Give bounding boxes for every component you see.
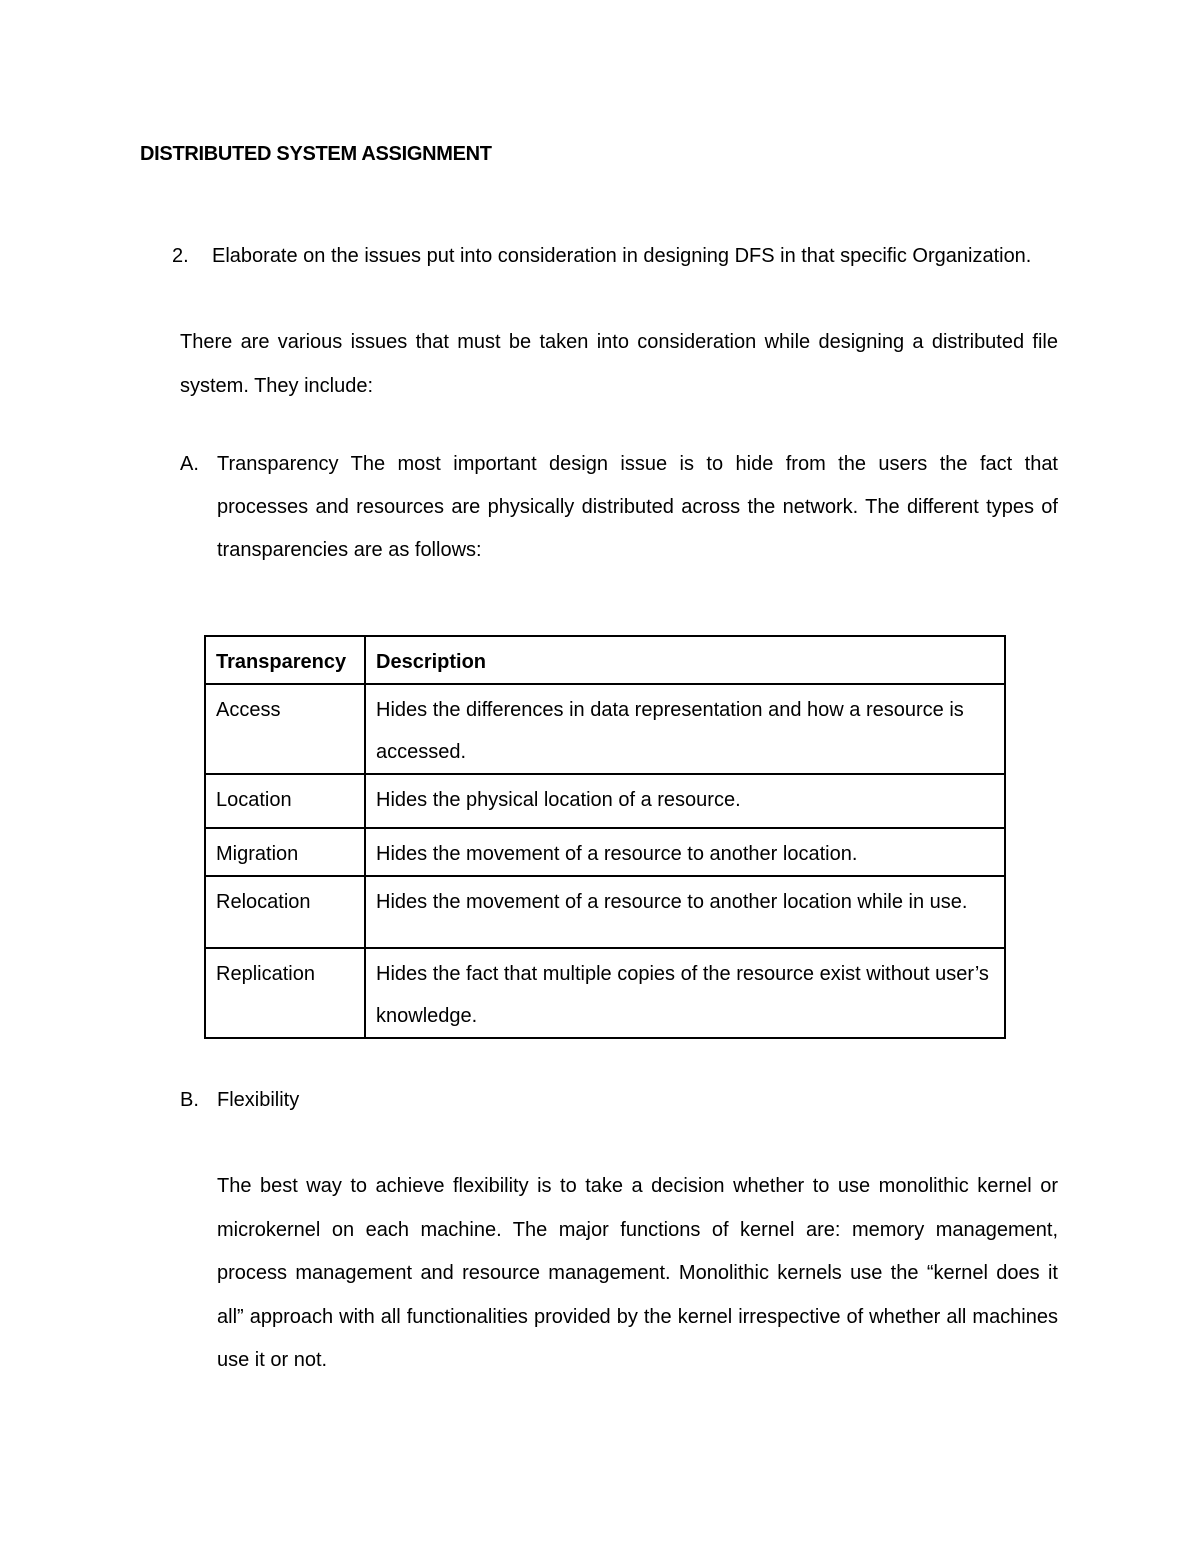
table-cell-name: Access: [205, 684, 365, 774]
table-cell-name: Replication: [205, 948, 365, 1038]
section-a-marker: A.: [180, 453, 199, 475]
table-header-transparency: Transparency: [205, 636, 365, 684]
table-row: [205, 828, 1005, 876]
question-item: [172, 234, 1058, 278]
table-cell-description: Hides the physical location of a resource.: [365, 774, 1005, 828]
transparency-table: [204, 635, 1006, 1039]
section-b: [180, 1079, 1058, 1122]
table-cell-description: Hides the movement of a resource to another location.: [365, 828, 1005, 876]
table-cell-description: Hides the movement of a resource to another location while in use.: [365, 876, 1005, 948]
table-row: [205, 774, 1005, 828]
table-cell-name: Relocation: [205, 876, 365, 948]
document-title: DISTRIBUTED SYSTEM ASSIGNMENT: [140, 143, 492, 165]
table-row: [205, 948, 1005, 1038]
table-header-row: [205, 636, 1005, 684]
question-number: 2.: [172, 245, 189, 267]
table-header-description: Description: [365, 636, 1005, 684]
question-text: Elaborate on the issues put into consideration in designing DFS in that specific Organization.: [212, 245, 1032, 267]
section-b-marker: B.: [180, 1089, 199, 1111]
table-row: [205, 684, 1005, 774]
flexibility-paragraph: The best way to achieve flexibility is to take a decision whether to use monolithic kernel or microkernel on each machine. The major functions of kernel are: memory management, process management and resource management. Monolithic kernels use the “kernel does it all” approach with all functionalities provided by the kernel irrespective of whether all machines use it or not.: [217, 1175, 1058, 1371]
table-cell-name: Location: [205, 774, 365, 828]
section-a-text: Transparency The most important design issue is to hide from the users the fact that processes and resources are physically distributed across the network. The different types of transparencies are as follows:: [217, 453, 1058, 561]
table-cell-name: Migration: [205, 828, 365, 876]
section-a: [180, 443, 1058, 572]
table-cell-description: Hides the differences in data representation and how a resource is accessed.: [365, 684, 1005, 774]
intro-paragraph: There are various issues that must be taken into consideration while designing a distributed file system. They include:: [180, 331, 1058, 397]
table-row: [205, 876, 1005, 948]
table-cell-description: Hides the fact that multiple copies of the resource exist without user’s knowledge.: [365, 948, 1005, 1038]
section-b-heading: Flexibility: [217, 1089, 300, 1111]
